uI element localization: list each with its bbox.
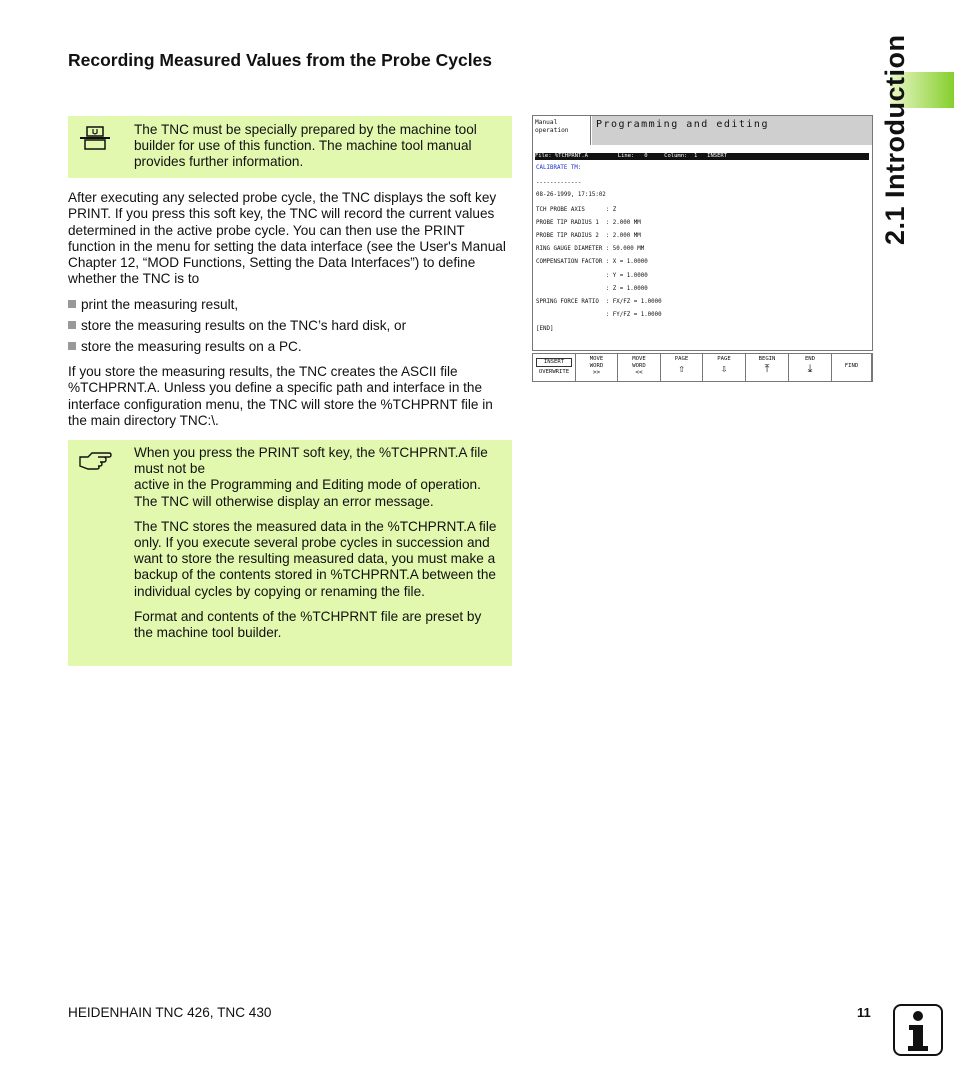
program-line: TCH PROBE AXIS : Z [536, 207, 617, 213]
hint-note-box [68, 440, 512, 666]
program-line: 08-26-1999, 17:15:02 [536, 192, 606, 198]
program-line: : FY/FZ = 1.0000 [536, 312, 662, 318]
pointing-hand-icon [78, 450, 112, 477]
machine-note-box [68, 116, 512, 178]
program-line: CALIBRATE TM: [536, 165, 582, 171]
softkey-begin[interactable]: BEGIN ⤒ [746, 354, 789, 381]
program-line: PROBE TIP RADIUS 1 : 2.000 MM [536, 220, 641, 226]
softkey-move[interactable]: MOVE WORD << [618, 354, 661, 381]
program-line: ------------- [536, 180, 582, 186]
program-line: RING GAUGE DIAMETER : 50.000 MM [536, 246, 645, 252]
programming-mode-label: Programming and editing [592, 116, 872, 145]
list-item: store the measuring results on a PC. [68, 339, 302, 355]
body-paragraph: After executing any selected probe cycle, the TNC displays the soft key PRINT. If you press this soft key, the TNC will record the current values determined in the active probe cycle. You can then use the PRINT function in the menu for setting the data interface (see the User's Manual Chapter 12, “MOD Functions, Setting the Data Interfaces”) to define whether the TNC is to [68, 190, 506, 287]
machine-tool-icon [78, 126, 112, 157]
program-line: PROBE TIP RADIUS 2 : 2.000 MM [536, 233, 641, 239]
program-line: SPRING FORCE RATIO : FX/FZ = 1.0000 [536, 299, 662, 305]
softkey-page[interactable]: PAGE ⇩ [703, 354, 746, 381]
machine-mode-label: Manual operation [533, 116, 591, 145]
program-line: COMPENSATION FACTOR : X = 1.0000 [536, 259, 648, 265]
info-icon [893, 1004, 943, 1056]
program-line: : Z = 1.0000 [536, 286, 648, 292]
list-item: print the measuring result, [68, 297, 238, 313]
footer-product: HEIDENHAIN TNC 426, TNC 430 [68, 1005, 272, 1020]
page-number: 11 [857, 1005, 871, 1020]
section-heading: Recording Measured Values from the Probe Cycles [68, 50, 493, 70]
note-text: The TNC must be specially prepared by the machine tool builder for use of this function. The machine tool manual provides further information. [134, 122, 477, 170]
body-paragraph: If you store the measuring results, the TNC creates the ASCII file %TCHPRNT.A. Unless you define a specific path and interface in the interface configuration menu, the TNC will store the %TCHPRNT file in the main directory TNC:\. [68, 364, 493, 428]
softkey-bar [532, 353, 873, 382]
program-line: : Y = 1.0000 [536, 273, 648, 279]
tnc-screenshot [532, 115, 873, 382]
note-text: When you press the PRINT soft key, the %TCHPRNT.A file must not be active in the Programming and Editing mode of operation. The TNC will otherwise display an error message. The TNC stores the measured data in the %TCHPRNT.A file only. If you execute several probe cycles in succession and want to store the resulting measured data, you must make a backup of the contents stored in %TCHPRNT.A between the individual cycles by copying or renaming the file. Format and contents of the %TCHPRNT file are preset by the machine tool builder. [134, 445, 497, 641]
file-status-bar: File: %TCHPRNT.A Line: 0 Column: 1 INSERT [535, 153, 869, 160]
softkey-insert[interactable]: INSERT OVERWRITE [533, 354, 576, 381]
tnc-display [532, 115, 873, 351]
softkey-page[interactable]: PAGE ⇧ [661, 354, 703, 381]
section-title: 2.1 Introduction [880, 34, 910, 245]
list-item: store the measuring results on the TNC’s hard disk, or [68, 318, 406, 334]
softkey-move[interactable]: MOVE WORD >> [576, 354, 618, 381]
softkey-end[interactable]: END ⤓ [789, 354, 832, 381]
program-line: [END] [536, 326, 554, 332]
softkey-find[interactable]: FIND [832, 354, 872, 381]
